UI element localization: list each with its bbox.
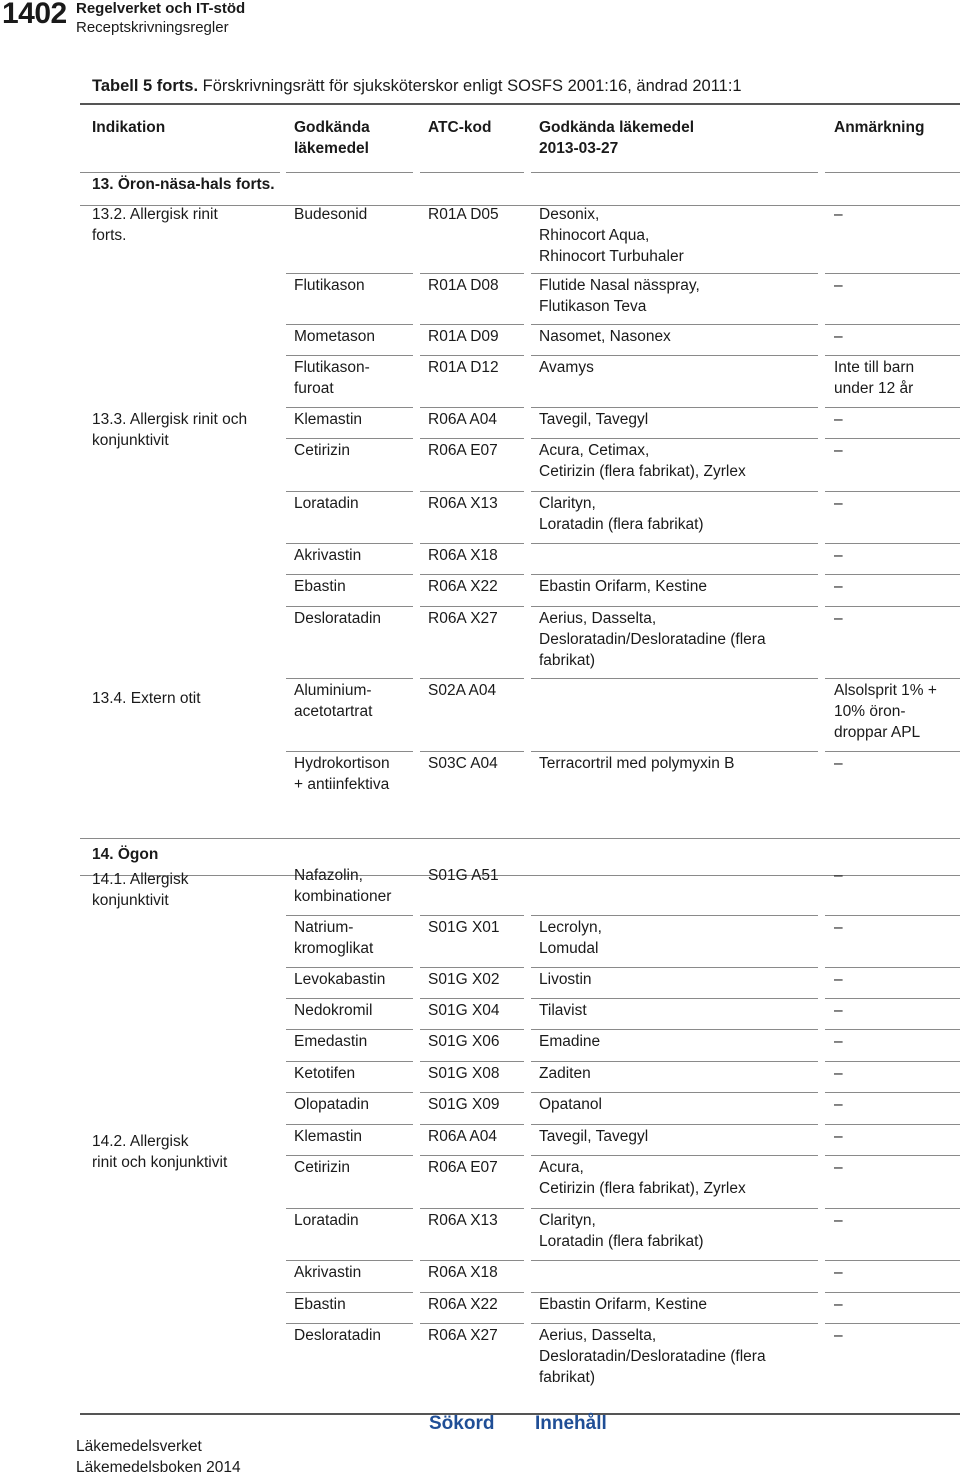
row-divider — [531, 355, 818, 356]
row-divider — [420, 1092, 524, 1093]
approved-products: Acura, Cetirizin (flera fabrikat), Zyrlex — [539, 1159, 746, 1197]
row-divider — [286, 751, 413, 752]
drug-name: Nedokromil — [294, 1002, 373, 1019]
drug-name: Ebastin — [294, 578, 346, 595]
row-divider — [825, 1260, 960, 1261]
row-divider — [825, 967, 960, 968]
remark: – — [834, 1296, 843, 1313]
row-divider — [531, 678, 818, 679]
drug-name: Natrium- kromoglikat — [294, 919, 374, 957]
drug-name: Loratadin — [294, 495, 359, 512]
atc-code: R01A D08 — [428, 277, 499, 294]
remark: – — [834, 971, 843, 988]
row-divider — [286, 1124, 413, 1125]
header-godkanda-lakemedel: Godkända läkemedel — [294, 119, 370, 157]
remark: – — [834, 1002, 843, 1019]
row-divider — [420, 543, 524, 544]
row-divider — [825, 915, 960, 916]
atc-code: R06A X27 — [428, 610, 498, 627]
drug-name: Levokabastin — [294, 971, 386, 988]
row-divider — [420, 998, 524, 999]
atc-code: R06A X18 — [428, 1264, 498, 1281]
remark: – — [834, 1264, 843, 1281]
header-godkanda-lakemedel-datum: Godkända läkemedel 2013-03-27 — [539, 119, 695, 157]
row-divider — [286, 407, 413, 408]
drug-name: Loratadin — [294, 1212, 359, 1229]
row-divider — [825, 324, 960, 325]
indication-label: 13.2. Allergisk rinit forts. — [92, 206, 218, 244]
row-divider — [531, 438, 818, 439]
table-caption-label: Tabell 5 forts. — [92, 77, 199, 95]
header-anmarkning: Anmärkning — [834, 119, 925, 136]
approved-products: Terracortril med polymyxin B — [539, 755, 735, 772]
approved-products: Aerius, Dasselta, Desloratadin/Desloratadine (flera fabrikat) — [539, 610, 766, 669]
section-title: Regelverket och IT-stöd — [76, 0, 246, 17]
row-divider — [420, 491, 524, 492]
header-divider — [286, 172, 413, 173]
row-divider — [531, 967, 818, 968]
indication-label: 13.4. Extern otit — [92, 690, 201, 707]
drug-name: Desloratadin — [294, 610, 382, 627]
atc-code: R01A D05 — [428, 206, 499, 223]
remark: – — [834, 1327, 843, 1344]
header-divider — [80, 172, 280, 173]
header-atc-kod: ATC-kod — [428, 119, 492, 136]
atc-code: R06A E07 — [428, 1159, 498, 1176]
drug-name: Cetirizin — [294, 1159, 350, 1176]
row-divider — [420, 1208, 524, 1209]
row-divider — [825, 1061, 960, 1062]
row-divider — [286, 1208, 413, 1209]
row-divider — [420, 1292, 524, 1293]
drug-name: Klemastin — [294, 1128, 363, 1145]
approved-products: Lecrolyn, Lomudal — [539, 919, 602, 957]
row-divider — [420, 1155, 524, 1156]
approved-products: Tavegil, Tavegyl — [539, 411, 649, 428]
row-divider — [286, 355, 413, 356]
header-indikation: Indikation — [92, 119, 166, 136]
row-divider — [531, 491, 818, 492]
row-divider — [420, 273, 524, 274]
approved-products: Flutide Nasal nässpray, Flutikason Teva — [539, 277, 700, 315]
approved-products: Clarityn, Loratadin (flera fabrikat) — [539, 495, 704, 533]
row-divider — [531, 1323, 818, 1324]
row-divider — [420, 1029, 524, 1030]
drug-name: Ebastin — [294, 1296, 346, 1313]
remark: – — [834, 1065, 843, 1082]
approved-products: Ebastin Orifarm, Kestine — [539, 578, 707, 595]
row-divider — [420, 355, 524, 356]
header-divider — [825, 172, 960, 173]
section-divider — [80, 838, 960, 839]
row-divider — [286, 1260, 413, 1261]
row-divider — [531, 915, 818, 916]
row-divider — [531, 1260, 818, 1261]
row-divider — [825, 751, 960, 752]
row-divider — [286, 1323, 413, 1324]
row-divider — [420, 1260, 524, 1261]
row-divider — [531, 1029, 818, 1030]
remark: – — [834, 1128, 843, 1145]
approved-products: Nasomet, Nasonex — [539, 328, 671, 345]
row-divider — [825, 355, 960, 356]
remark: – — [834, 328, 843, 345]
remark: – — [834, 1033, 843, 1050]
drug-name: Cetirizin — [294, 442, 350, 459]
drug-name: Aluminium- acetotartrat — [294, 682, 373, 720]
atc-code: S03C A04 — [428, 755, 498, 772]
row-divider — [420, 751, 524, 752]
table-caption — [92, 76, 742, 96]
row-divider — [286, 438, 413, 439]
atc-code: R01A D09 — [428, 328, 499, 345]
row-divider — [420, 1061, 524, 1062]
row-divider — [825, 1124, 960, 1125]
drug-name: Budesonid — [294, 206, 368, 223]
atc-code: S01G X09 — [428, 1096, 500, 1113]
remark: – — [834, 547, 843, 564]
row-divider — [420, 574, 524, 575]
atc-code: S01G X08 — [428, 1065, 500, 1082]
atc-code: R06A E07 — [428, 442, 498, 459]
row-divider — [286, 998, 413, 999]
table-caption-text: Förskrivningsrätt för sjuksköterskor enligt SOSFS 2001:16, ändrad 2011:1 — [198, 77, 742, 95]
row-divider — [286, 1292, 413, 1293]
contents-link[interactable]: Innehåll — [535, 1413, 607, 1434]
drug-name: Flutikason — [294, 277, 365, 294]
approved-products: Opatanol — [539, 1096, 602, 1113]
drug-name: Emedastin — [294, 1033, 368, 1050]
row-divider — [286, 915, 413, 916]
row-divider — [531, 543, 818, 544]
row-divider — [531, 324, 818, 325]
row-divider — [531, 273, 818, 274]
header-divider — [531, 172, 818, 173]
approved-products: Livostin — [539, 971, 592, 988]
row-divider — [286, 678, 413, 679]
row-divider — [531, 407, 818, 408]
remark: – — [834, 442, 843, 459]
approved-products: Emadine — [539, 1033, 601, 1050]
row-divider — [531, 998, 818, 999]
row-divider — [286, 324, 413, 325]
drug-name: Desloratadin — [294, 1327, 382, 1344]
atc-code: R06A X13 — [428, 1212, 498, 1229]
table-top-border — [80, 103, 960, 105]
atc-code: S01G A51 — [428, 867, 499, 884]
row-divider — [286, 273, 413, 274]
footer-book: Läkemedelsboken 2014 — [76, 1459, 241, 1476]
atc-code: R06A A04 — [428, 411, 497, 428]
remark: – — [834, 411, 843, 428]
row-divider — [825, 273, 960, 274]
row-divider — [825, 998, 960, 999]
row-divider — [531, 574, 818, 575]
row-divider — [420, 915, 524, 916]
drug-name: Flutikason- furoat — [294, 359, 370, 397]
section-subtitle: Receptskrivningsregler — [76, 19, 229, 36]
atc-code: R06A X13 — [428, 495, 498, 512]
drug-name: Ketotifen — [294, 1065, 356, 1082]
header-divider — [420, 172, 524, 173]
row-divider — [531, 1092, 818, 1093]
row-divider — [531, 1124, 818, 1125]
approved-products: Tilavist — [539, 1002, 587, 1019]
row-divider — [825, 574, 960, 575]
drug-name: Mometason — [294, 328, 375, 345]
row-divider — [825, 1155, 960, 1156]
drug-name: Hydrokortison + antiinfektiva — [294, 755, 390, 793]
row-divider — [286, 1155, 413, 1156]
row-divider — [286, 1092, 413, 1093]
row-divider — [420, 967, 524, 968]
remark: – — [834, 277, 843, 294]
atc-code: S01G X04 — [428, 1002, 500, 1019]
row-divider — [825, 438, 960, 439]
indication-label: 14.2. Allergisk rinit och konjunktivit — [92, 1133, 228, 1171]
remark: – — [834, 919, 843, 936]
row-divider — [531, 751, 818, 752]
row-divider — [420, 407, 524, 408]
drug-name: Akrivastin — [294, 547, 362, 564]
remark: – — [834, 867, 843, 884]
section-header: 13. Öron-näsa-hals forts. — [92, 176, 275, 193]
search-link[interactable]: Sökord — [429, 1413, 495, 1434]
approved-products: Avamys — [539, 359, 594, 376]
drug-name: Akrivastin — [294, 1264, 362, 1281]
atc-code: S01G X02 — [428, 971, 500, 988]
row-divider — [825, 1292, 960, 1293]
atc-code: R01A D12 — [428, 359, 499, 376]
atc-code: R06A X18 — [428, 547, 498, 564]
row-divider — [825, 1208, 960, 1209]
row-divider — [825, 606, 960, 607]
remark: – — [834, 206, 843, 223]
page-header — [0, 0, 960, 44]
section-header: 14. Ögon — [92, 846, 159, 863]
indication-label: 14.1. Allergisk konjunktivit — [92, 871, 189, 909]
row-divider — [420, 606, 524, 607]
row-divider — [531, 1208, 818, 1209]
row-divider — [825, 678, 960, 679]
row-divider — [286, 543, 413, 544]
row-divider — [825, 1092, 960, 1093]
row-divider — [825, 491, 960, 492]
remark: – — [834, 495, 843, 512]
drug-name: Olopatadin — [294, 1096, 369, 1113]
approved-products: Aerius, Dasselta, Desloratadin/Desloratadine (flera fabrikat) — [539, 1327, 766, 1386]
approved-products: Desonix, Rhinocort Aqua, Rhinocort Turbuhaler — [539, 206, 684, 265]
atc-code: R06A X27 — [428, 1327, 498, 1344]
drug-name: Nafazolin, kombinationer — [294, 867, 392, 905]
row-divider — [286, 606, 413, 607]
row-divider — [825, 543, 960, 544]
remark: – — [834, 1096, 843, 1113]
row-divider — [286, 491, 413, 492]
footer-org: Läkemedelsverket — [76, 1438, 202, 1455]
row-divider — [420, 438, 524, 439]
row-divider — [825, 407, 960, 408]
row-divider — [825, 1323, 960, 1324]
row-divider — [286, 574, 413, 575]
remark: – — [834, 610, 843, 627]
row-divider — [531, 606, 818, 607]
row-divider — [286, 1029, 413, 1030]
row-divider — [825, 1029, 960, 1030]
row-divider — [531, 1292, 818, 1293]
drug-name: Klemastin — [294, 411, 363, 428]
row-divider — [531, 1061, 818, 1062]
indication-label: 13.3. Allergisk rinit och konjunktivit — [92, 411, 248, 449]
approved-products: Clarityn, Loratadin (flera fabrikat) — [539, 1212, 704, 1250]
remark: Inte till barn under 12 år — [834, 359, 915, 397]
remark: – — [834, 1159, 843, 1176]
remark: – — [834, 578, 843, 595]
remark: – — [834, 755, 843, 772]
atc-code: R06A A04 — [428, 1128, 497, 1145]
row-divider — [420, 678, 524, 679]
row-divider — [420, 1323, 524, 1324]
atc-code: R06A X22 — [428, 1296, 498, 1313]
approved-products: Ebastin Orifarm, Kestine — [539, 1296, 707, 1313]
atc-code: S01G X06 — [428, 1033, 500, 1050]
atc-code: S01G X01 — [428, 919, 500, 936]
atc-code: R06A X22 — [428, 578, 498, 595]
remark: – — [834, 1212, 843, 1229]
footer — [0, 1400, 960, 1478]
page-number: 1402 — [2, 0, 67, 30]
approved-products: Acura, Cetimax, Cetirizin (flera fabrikat), Zyrlex — [539, 442, 746, 480]
remark: Alsolsprit 1% + 10% öron- droppar APL — [834, 682, 937, 741]
row-divider — [420, 1124, 524, 1125]
approved-products: Tavegil, Tavegyl — [539, 1128, 649, 1145]
atc-code: S02A A04 — [428, 682, 497, 699]
row-divider — [420, 324, 524, 325]
row-divider — [286, 967, 413, 968]
row-divider — [286, 1061, 413, 1062]
approved-products: Zaditen — [539, 1065, 591, 1082]
row-divider — [531, 1155, 818, 1156]
